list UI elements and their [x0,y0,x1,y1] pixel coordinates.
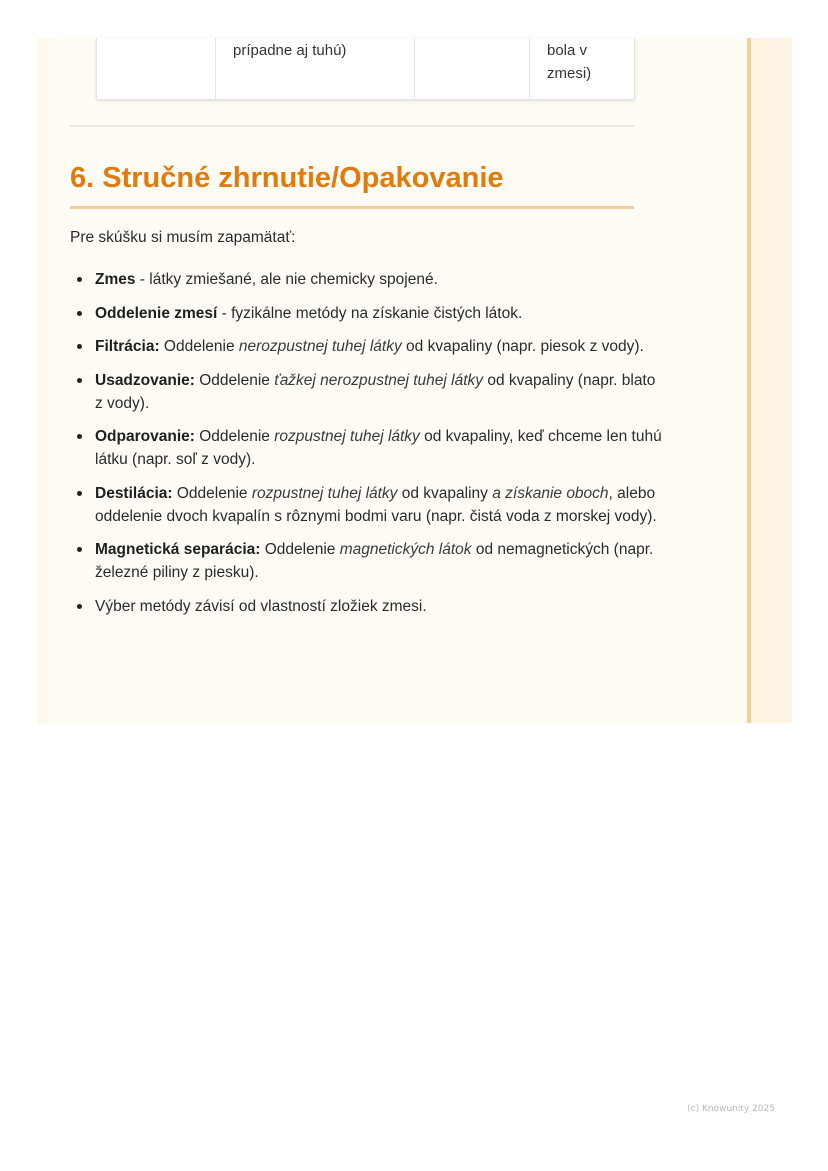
item-emphasis: nerozpustnej tuhej látky [238,338,402,355]
item-text: Oddelenie [194,428,275,445]
item-text: Výber metódy závisí od vlastností zložiek zmesi. [95,597,427,615]
item-term: Odparovanie: [95,428,195,445]
list-item [95,538,665,584]
section-heading: 6. Stručné zhrnutie/Opakovanie [70,160,634,209]
item-text: od kvapaliny (napr. blato z vody). [95,371,656,412]
list-item [95,369,665,415]
card-edge-shade [38,38,58,723]
item-text: od nemagnetických (napr. železné piliny z piesku). [95,541,654,581]
table-cell [97,38,216,99]
item-emphasis: a získanie oboch [492,484,609,502]
item-emphasis: magnetických látok [339,541,472,558]
summary-list [70,268,665,628]
section-divider [70,125,634,127]
list-item [95,302,665,325]
side-rail [747,38,792,723]
item-text: od kvapaliny (napr. piesok z vody). [401,338,644,355]
item-text: - látky zmiešané, ale nie chemicky spojené. [135,271,438,288]
item-text: od kvapaliny, keď chceme len tuhú látku (napr. soľ z vody). [95,428,662,468]
item-text: Oddelenie [159,338,239,355]
list-item [95,482,665,528]
intro-text: Pre skúšku si musím zapamätať: [70,229,296,246]
item-emphasis: rozpustnej tuhej látky [251,484,398,502]
item-emphasis: rozpustnej tuhej látky [274,428,420,445]
copyright-footer: (c) Knowunity 2025 [687,1104,775,1114]
item-text: - fyzikálne metódy na získanie čistých látok. [217,304,523,322]
item-term: Destilácia: [95,484,173,502]
item-text: Oddelenie [172,484,252,502]
list-item [95,425,665,471]
table-cell: bola v zmesi) [547,42,592,82]
item-text: Oddelenie [260,541,340,558]
list-item [95,335,665,358]
item-term: Usadzovanie: [95,371,195,389]
item-text: , alebo oddelenie dvoch kvapalín s rôznymi bodmi varu (napr. čistá voda z morskej vody). [95,484,657,525]
item-text: Oddelenie [194,371,275,389]
item-term: Filtrácia: [95,338,160,355]
list-item [95,268,665,291]
item-term: Magnetická separácia: [95,541,261,558]
list-item [95,595,665,618]
item-emphasis: ťažkej nerozpustnej tuhej látky [274,371,484,389]
item-term: Oddelenie zmesí [95,304,218,322]
table-cell: prípadne aj tuhú) [216,38,415,99]
table-cell [415,38,530,99]
table-continuation [96,38,635,100]
item-text: od kvapaliny [397,484,493,502]
item-term: Zmes [95,271,136,288]
side-rail-line [747,38,751,723]
